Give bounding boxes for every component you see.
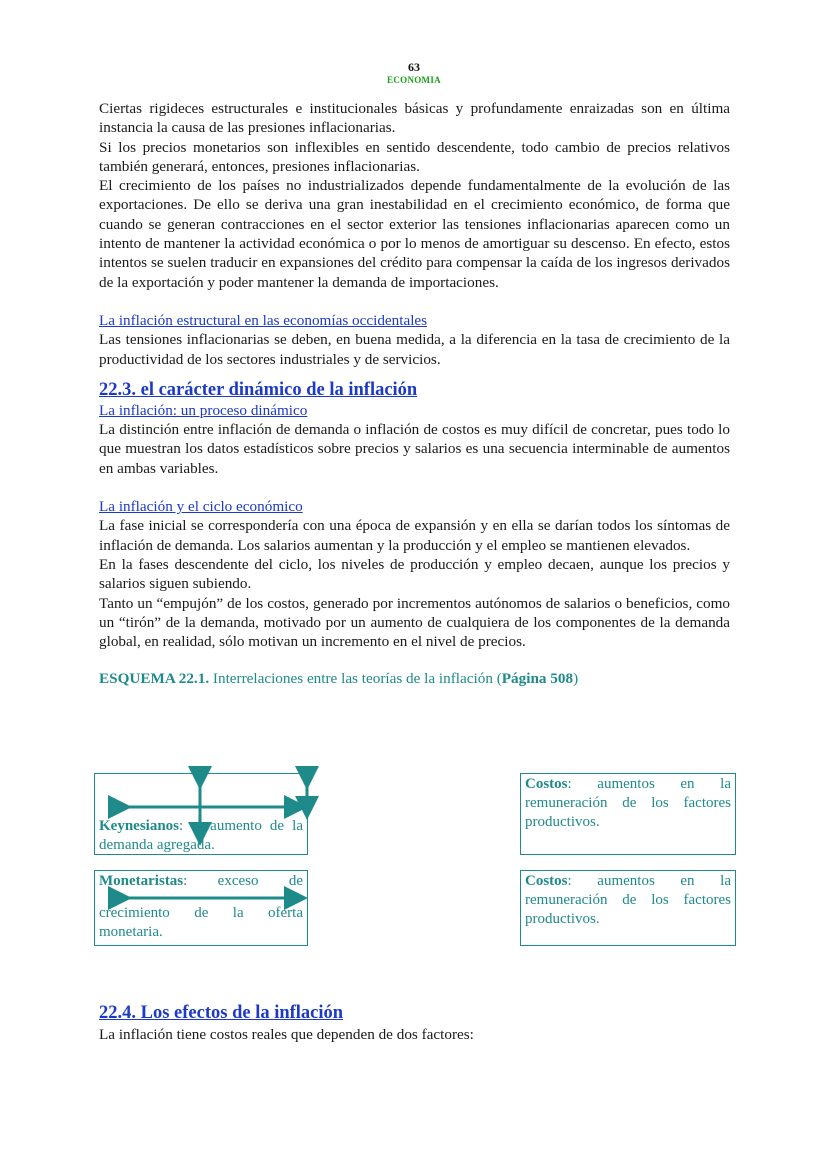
monetaristas-word: exceso bbox=[217, 873, 259, 889]
costos-term: Costos bbox=[525, 776, 568, 792]
scheme-page-ref: Página 508 bbox=[501, 670, 574, 688]
keynesianos-box bbox=[94, 773, 308, 855]
section-title[interactable]: 22.3. el carácter dinámico de la inflación bbox=[99, 379, 418, 400]
monetaristas-word: de bbox=[288, 873, 303, 889]
scheme-caption bbox=[99, 669, 730, 688]
paragraph: La inflación tiene costos reales que dependen de dos factores: bbox=[99, 1026, 474, 1043]
costos-box-1 bbox=[520, 773, 736, 855]
scheme-close: ) bbox=[573, 670, 579, 688]
section-title[interactable]: 22.4. Los efectos de la inflación bbox=[99, 1003, 344, 1023]
paragraph: La distinción entre inflación de demanda o inflación de costos es muy difícil de concretar, pues todo lo que muestran los datos estadísticos sobre precios y salarios es una secuencia interminable de aumentos en ambas variables. bbox=[99, 421, 730, 477]
main-content bbox=[99, 99, 730, 689]
monetaristas-term: Monetaristas bbox=[99, 873, 184, 889]
subheading-link[interactable]: La inflación estructural en las economías occidentales bbox=[99, 311, 428, 329]
subheading-link[interactable]: La inflación y el ciclo económico bbox=[99, 498, 303, 516]
paragraph: Las tensiones inflacionarias se deben, en buena medida, a la diferencia en la tasa de crecimiento de la productividad de los sectores industriales y de servicios. bbox=[99, 331, 730, 368]
keynesianos-term: Keynesianos bbox=[99, 818, 180, 834]
keynesianos-text: : el aumento de la demanda agregada. bbox=[99, 818, 303, 853]
costos-box-2 bbox=[520, 870, 736, 946]
paragraph: En la fases descendente del ciclo, los niveles de producción y empleo decaen, aunque los precios y salarios siguen subiendo. bbox=[99, 555, 730, 593]
paragraph: Ciertas rigideces estructurales e institucionales básicas y profundamente enraizadas son en última instancia la causa de las presiones inflacionarias. bbox=[99, 100, 730, 137]
paragraph: Si los precios monetarios son inflexibles en sentido descendente, todo cambio de precios relativos también generará, entonces, presiones inflacionarias. bbox=[99, 138, 730, 175]
scheme-text: Interrelaciones entre las teorías de la inflación ( bbox=[209, 670, 502, 688]
costos-term: Costos bbox=[525, 873, 568, 889]
monetaristas-colon: : bbox=[183, 873, 188, 889]
monetaristas-rest: crecimiento de la oferta monetaria. bbox=[99, 905, 303, 940]
paragraph: La fase inicial se correspondería con una época de expansión y en ella se darían todos los síntomas de inflación de demanda. Los salarios aumentan y la producción y el empleo se mantienen elevados. bbox=[99, 517, 730, 554]
subheading-link[interactable]: La inflación: un proceso dinámico bbox=[99, 401, 308, 419]
paragraph: El crecimiento de los países no industrializados depende fundamentalmente de la evolución de las exportaciones. De ello se deriva una gran inestabilidad en el crecimiento económico, de forma que cuando se generan contracciones en el sector exterior las tensiones inflacionarias aparecen como un intento de mantener la actividad económica o por lo menos de amortiguar su descenso. En efecto, estos intentos se suelen traducir en expansiones del crédito para compensar la caída de los ingresos derivados de la exportación y poder mantener la demanda de importaciones. bbox=[99, 177, 730, 291]
costos-text: : aumentos en la remuneración de los factores productivos. bbox=[525, 873, 731, 927]
costos-text: : aumentos en la remuneración de los factores productivos. bbox=[525, 776, 731, 830]
monetaristas-box bbox=[94, 870, 308, 946]
monetaristas-first-line bbox=[99, 872, 303, 891]
paragraph: Tanto un “empujón” de los costos, generado por incrementos autónomos de salarios o beneficios, como un “tirón” de la demanda, motivado por un aumento de cualquiera de los componentes de la demanda global, en realidad, sólo motivan un incremento en el nivel de precios. bbox=[99, 594, 730, 651]
page-number: 63 bbox=[408, 60, 420, 74]
running-header: ECONOMIA bbox=[387, 75, 441, 85]
scheme-label: ESQUEMA 22.1. bbox=[99, 670, 210, 688]
